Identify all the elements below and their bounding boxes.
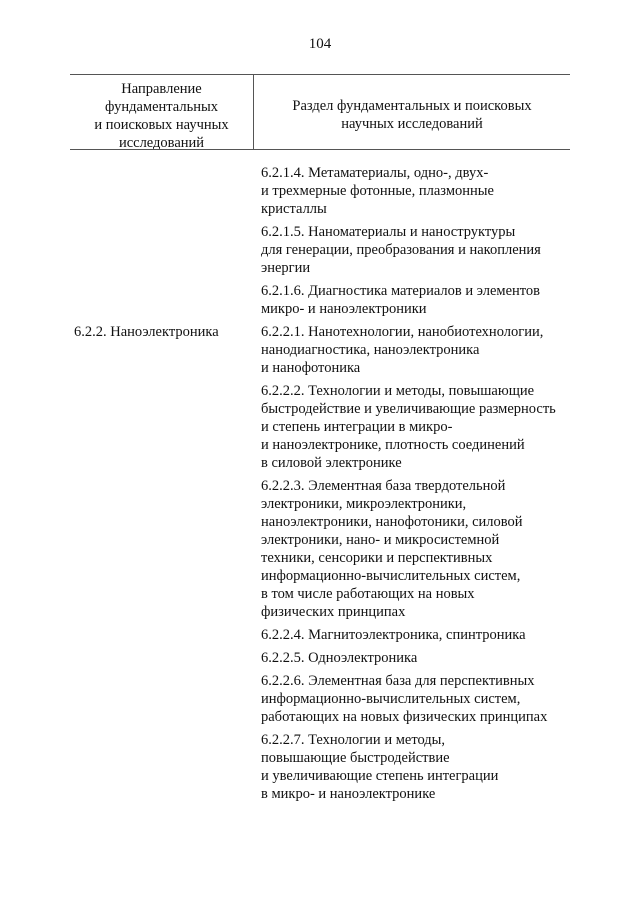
section-item: 6.2.2.3. Элементная база твердотельной электроники, микроэлектроники, наноэлектроники, нанофотоники, силовой электроники, нано- и микросистемной техники, сенсорики и перспективных информационно-вычислительных систем, в том числе работающих на новых физических принципах bbox=[261, 478, 523, 620]
section-item: 6.2.1.4. Метаматериалы, одно-, двух- и трехмерные фотонные, плазмонные кристаллы bbox=[261, 165, 494, 217]
section-item: 6.2.1.5. Наноматериалы и наноструктуры для генерации, преобразования и накопления энергии bbox=[261, 224, 541, 276]
section-item: 6.2.1.6. Диагностика материалов и элементов микро- и наноэлектроники bbox=[261, 283, 541, 317]
section-item: 6.2.2.2. Технологии и методы, повышающие быстродействие и увеличивающие размерность и степень интеграции в микро- и наноэлектронике, плотность соединений в силовой электронике bbox=[261, 383, 556, 471]
sections-cell bbox=[261, 323, 570, 808]
header-direction: Направление фундаментальных и поисковых научных исследований bbox=[94, 81, 229, 151]
table-body bbox=[70, 164, 570, 808]
direction-cell bbox=[70, 164, 261, 323]
table-row bbox=[70, 164, 570, 323]
section-item: 6.2.2.5. Одноэлектроника bbox=[261, 650, 418, 666]
section-item: 6.2.2.1. Нанотехнологии, нанобиотехнологии, нанодиагностика, наноэлектроника и нанофотоника bbox=[261, 324, 544, 376]
sections-cell bbox=[261, 164, 570, 323]
section-item: 6.2.2.6. Элементная база для перспективных информационно-вычислительных систем, работающих на новых физических принципах bbox=[261, 673, 548, 725]
table-top-rule bbox=[70, 74, 570, 75]
direction-cell: 6.2.2. Наноэлектроника bbox=[74, 324, 219, 340]
section-item: 6.2.2.7. Технологии и методы, повышающие быстродействие и увеличивающие степень интеграции в микро- и наноэлектронике bbox=[261, 732, 499, 802]
page-number: 104 bbox=[308, 36, 332, 52]
header-section: Раздел фундаментальных и поисковых научных исследований bbox=[292, 98, 532, 132]
table-row bbox=[70, 323, 570, 808]
section-item: 6.2.2.4. Магнитоэлектроника, спинтроника bbox=[261, 627, 526, 643]
header-bottom-rule bbox=[70, 149, 570, 150]
